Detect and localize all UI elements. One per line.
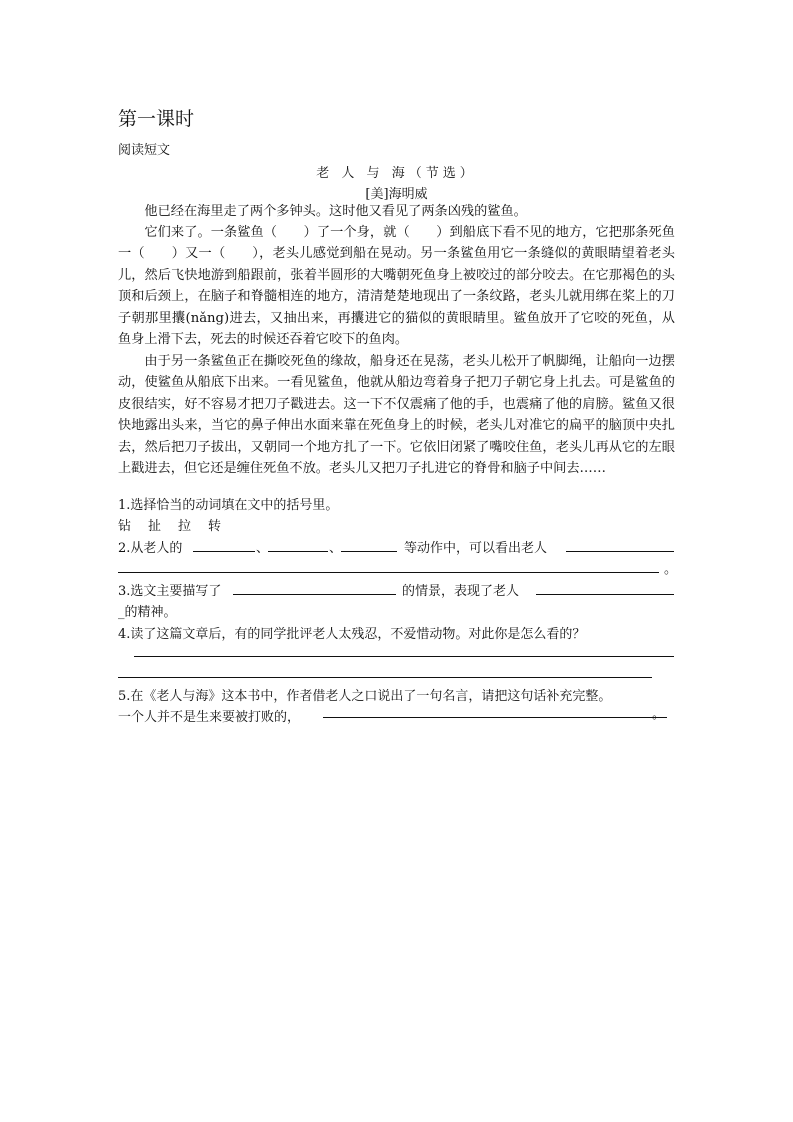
q2-answer-line[interactable] xyxy=(118,572,659,573)
question-3-start: 3.选文主要描写了 xyxy=(118,584,222,599)
passage-paragraph-1: 他已经在海里走了两个多钟头。这时他又看见了两条凶残的鲨鱼。 xyxy=(144,204,527,219)
passage-author: [美]海明威 xyxy=(365,187,428,202)
question-3-middle: 的情景，表现了老人 xyxy=(402,584,520,599)
lesson-heading: 第一课时 xyxy=(118,108,195,130)
q3-blank-1[interactable] xyxy=(233,594,396,595)
q2-separator-1: 、 xyxy=(256,541,270,556)
passage-paragraph-2: 它们来了。一条鲨鱼（ ）了一个身，就（ ）到船底下看不见的地方，它把那条死鱼一（ ）又一（ ），老头儿感觉到船在晃动。另一条鲨鱼用它一条缝似的黄眼睛望着老头儿，然后飞快地游到船跟前，张着半圆形的大嘴朝死鱼身上被咬过的部分咬去。在它那褐色的头顶和后颈上，在脑子和脊髓相连的地方，清清楚楚地现出了一条纹路，老头儿就用绑在桨上的刀子朝那里攮(nǎng)进去，又抽出来，再攮进它的猫似的黄眼睛里。鲨鱼放开了它咬的死鱼，从鱼身上滑下去，死去的时候还吞着它咬下的鱼肉。 xyxy=(118,225,675,348)
q4-answer-line-2[interactable] xyxy=(118,677,652,678)
passage-title: 老 人 与 海（节选） xyxy=(316,166,477,181)
q5-answer-line[interactable] xyxy=(323,717,667,718)
q2-separator-2: 、 xyxy=(329,541,343,556)
question-1: 1.选择恰当的动词填在文中的括号里。 xyxy=(118,498,339,513)
q2-blank-4[interactable] xyxy=(566,551,674,552)
q2-end-mark: 。 xyxy=(664,562,678,577)
q3-blank-2[interactable] xyxy=(536,594,674,595)
question-2-middle: 等动作中，可以看出老人 xyxy=(404,541,548,556)
q2-blank-3[interactable] xyxy=(341,551,397,552)
section-label: 阅读短文 xyxy=(118,143,171,158)
q2-blank-1[interactable] xyxy=(193,551,255,552)
passage-paragraph-3: 由于另一条鲨鱼正在撕咬死鱼的缘故，船身还在晃荡，老头儿松开了帆脚绳，让船向一边摆动，使鲨鱼从船底下出来。一看见鲨鱼，他就从船边弯着身子把刀子朝它身上扎去。可是鲨鱼的皮很结实，好不容易才把刀子戳进去。这一下不仅震痛了他的手，也震痛了他的肩膀。鲨鱼又很快地露出头来，当它的鼻子伸出水面来靠在死鱼身上的时候，老头儿对准它的扁平的脑顶中央扎去，然后把刀子拔出，又朝同一个地方扎了一下。它依旧闭紧了嘴咬住鱼，老头儿再从它的左眼上戳进去，但它还是缠住死鱼不放。老头儿又把刀子扎进它的脊骨和脑子中间去…… xyxy=(118,354,675,477)
question-5: 5.在《老人与海》这本书中，作者借老人之口说出了一句名言，请把这句话补充完整。 xyxy=(118,689,612,704)
q4-answer-line-1[interactable] xyxy=(134,656,674,657)
question-4: 4.读了这篇文章后，有的同学批评老人太残忍，不爱惜动物。对此你是怎么看的？ xyxy=(118,627,586,642)
q5-end-mark: 。 xyxy=(652,707,666,722)
q2-blank-2[interactable] xyxy=(268,551,328,552)
question-3-end: _的精神。 xyxy=(118,605,177,620)
question-2-start: 2.从老人的 xyxy=(118,541,183,556)
verb-choices: 钻 扯 拉 转 xyxy=(118,519,224,534)
quote-start: 一个人并不是生来要被打败的， xyxy=(118,710,301,725)
